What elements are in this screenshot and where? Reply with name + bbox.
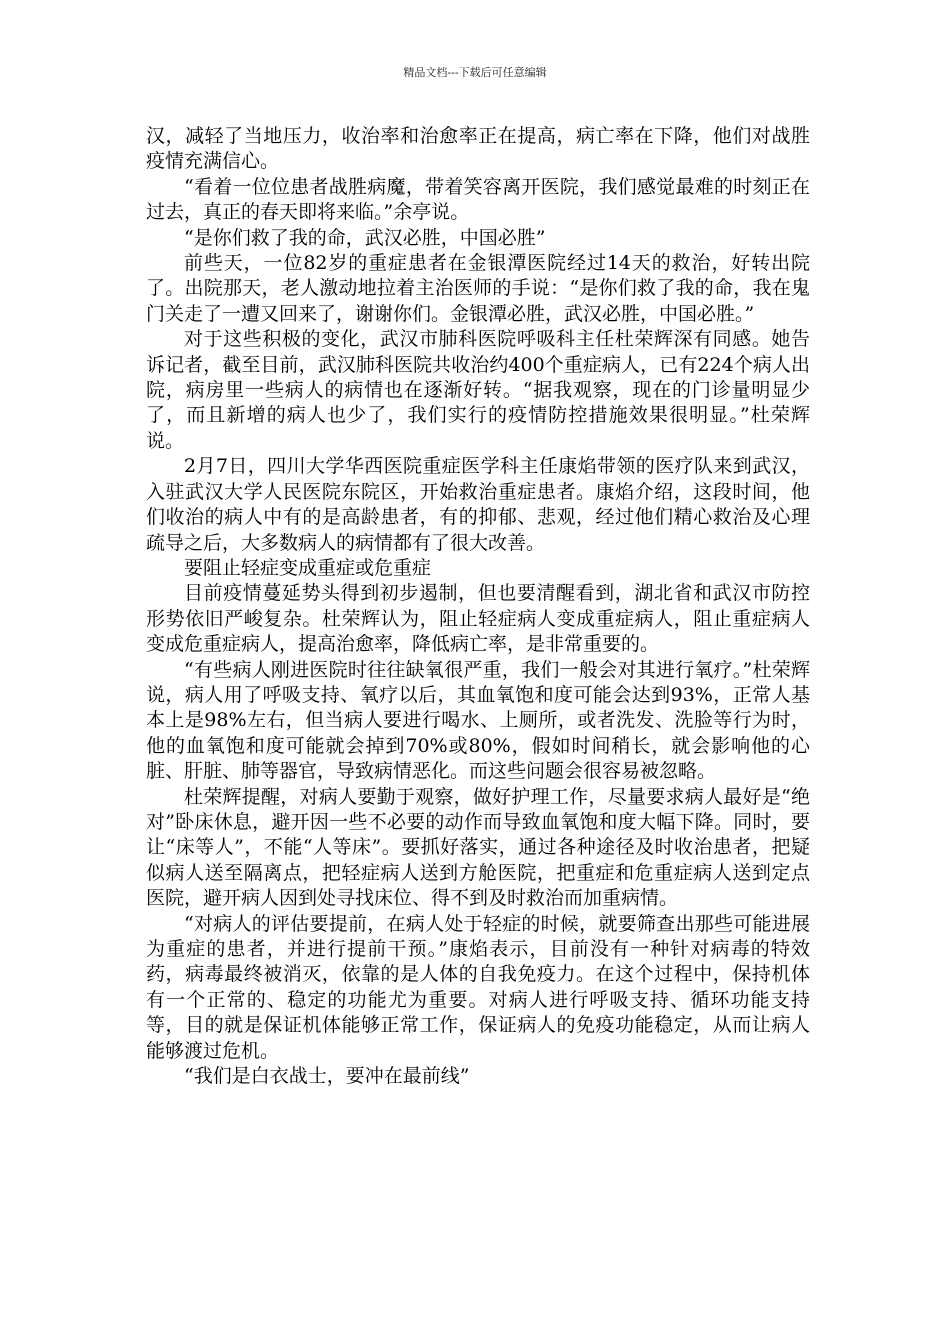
paragraph: 汉，减轻了当地压力，收治率和治愈率正在提高，病亡率在下降，他们对战胜疫情充满信心。 [146, 125, 810, 173]
article-body [146, 124, 810, 1089]
paragraph: “看着一位位患者战胜病魔，带着笑容离开医院，我们感觉最难的时刻正在过去，真正的春天即将来临。”余亭说。 [146, 175, 810, 224]
paragraph: 前些天，一位82岁的重症患者在金银潭医院经过14天的救治，好转出院了。出院那天，老人激动地拉着主治医师的手说：“是你们救了我的命，我在鬼门关走了一遭又回来了，谢谢你们。金银潭必胜，武汉必胜，中国必胜。” [146, 252, 810, 325]
paragraph: 对于这些积极的变化，武汉市肺科医院呼吸科主任杜荣辉深有同感。她告诉记者，截至目前，武汉肺科医院共收治约400个重症病人，已有224个病人出院，病房里一些病人的病情也在逐渐好转。“据我观察，现在的门诊量明显少了，而且新增的病人也少了，我们实行的疫情防控措施效果很明显。”杜荣辉说。 [146, 328, 810, 452]
paragraph: “对病人的评估要提前，在病人处于轻症的时候，就要筛查出那些可能进展为重症的患者，并进行提前干预。”康焰表示，目前没有一种针对病毒的特效药，病毒最终被消灭，依靠的是人体的自我免疫力。在这个过程中，保持机体有一个正常的、稳定的功能尤为重要。对病人进行呼吸支持、循环功能支持等，目的就是保证机体能够正常工作，保证病人的免疫功能稳定，从而让病人能够渡过危机。 [146, 912, 810, 1062]
section-subheading: “我们是白衣战士，要冲在最前线” [184, 1065, 470, 1088]
section-subheading: “是你们救了我的命，武汉必胜，中国必胜” [184, 226, 546, 249]
paragraph: “有些病人刚进医院时往往缺氧很严重，我们一般会对其进行氧疗。”杜荣辉说，病人用了呼吸支持、氧疗以后，其血氧饱和度可能会达到93%，正常人基本上是98%左右，但当病人要进行喝水、上厕所，或者洗发、洗脸等行为时，他的血氧饱和度可能就会掉到70%或80%，假如时间稍长，就会影响他的心脏、肝脏、肺等器官，导致病情恶化。而这些问题会很容易被忽略。 [146, 658, 810, 783]
section-subheading: 要阻止轻症变成重症或危重症 [184, 556, 432, 579]
paragraph: 目前疫情蔓延势头得到初步遏制，但也要清醒看到，湖北省和武汉市防控形势依旧严峻复杂。杜荣辉认为，阻止轻症病人变成重症病人，阻止重症病人变成危重症病人，提高治愈率，降低病亡率，是非常重要的。 [146, 582, 810, 656]
page-header: 精品文档---下载后可任意编辑 [403, 66, 547, 79]
paragraph: 2月7日，四川大学华西医院重症医学科主任康焰带领的医疗队来到武汉，入驻武汉大学人民医院东院区，开始救治重症患者。康焰介绍，这段时间，他们收治的病人中有的是高龄患者，有的抑郁、悲观，经过他们精心救治及心理疏导之后，大多数病人的病情都有了很大改善。 [146, 455, 810, 554]
paragraph: 杜荣辉提醒，对病人要勤于观察，做好护理工作，尽量要求病人最好是“绝对”卧床休息，避开因一些不必要的动作而导致血氧饱和度大幅下降。同时，要让“床等人”，不能“人等床”。要抓好落实，通过各种途径及时收治患者，把疑似病人送至隔离点，把轻症病人送到方舱医院，把重症和危重症病人送到定点医院，避开病人因到处寻找床位、得不到及时救治而加重病情。 [146, 785, 810, 910]
